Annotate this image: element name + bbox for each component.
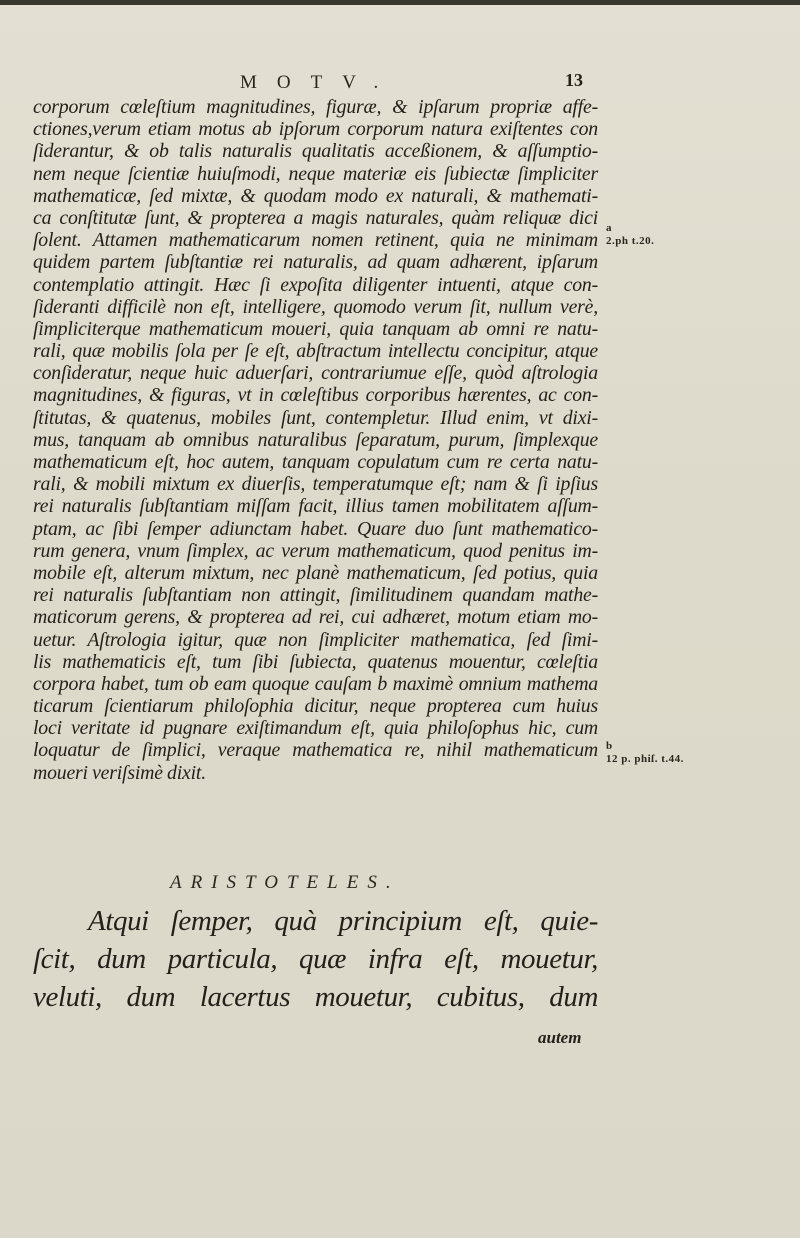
text-line: rali, quæ mobilis ſola per ſe eſt, abſtractum intellectu concipitur, atque [33,340,598,363]
text-line: rum genera, vnum ſimplex, ac verum mathematicum, quod penitus im- [33,539,598,562]
text-line: ſolent. Attamen mathematicarum nomen retinent, quia ne minimam [33,229,598,252]
text-line: uetur. Aſtrologia igitur, quæ non ſimpliciter mathematica, ſed ſimi- [33,628,598,651]
margin-note-mark: a [606,222,612,234]
running-head: MOTV. [240,72,399,93]
page-header [200,72,620,96]
text-line: quidem partem ſubſtantiæ rei naturalis, ad quam adhærent, ipſarum [33,251,598,274]
text-line: magnitudines, & figuras, vt in cœleſtibus corporibus hærentes, ac con- [33,384,598,407]
text-line: mobile eſt, alterum mixtum, nec planè mathematicum, ſed potius, quia [33,561,598,584]
text-line: nem neque ſcientiæ huiuſmodi, neque materiæ eis ſubiectæ ſimpliciter [33,162,598,185]
text-line: conſideratur, neque huic aduerſari, contrariumue eſſe, quòd aſtrologia [33,362,598,385]
text-line: mus, tanquam ab omnibus naturalibus ſeparatum, purum, ſimplexque [33,428,598,451]
margin-note-b [606,740,684,766]
margin-note-a [606,222,654,248]
text-line: mathematicæ, ſed mixtæ, & quodam modo ex naturali, & mathemati- [33,184,598,207]
text-line: moueri veriſsimè dixit. [33,761,206,784]
text-line: corporum cœleſtium magnitudines, figuræ, & ipſarum propriæ affe- [33,96,598,118]
text-line: maticorum gerens, & propterea ad rei, cui adhæret, motum etiam mo- [33,606,598,629]
speaker-heading: ARISTOTELES. [170,872,400,893]
text-line: rei naturalis ſubſtantiam non attingit, ſimilitudinem quandam mathe- [33,584,598,607]
text-line: corpora habet, tum ob eam quoque cauſam b maximè omnium mathema [33,672,598,695]
text-line: contemplatio attingit. Hæc ſi expoſita diligenter intuenti, atque con- [33,273,598,296]
text-line: rei naturalis ſubſtantiam miſſam facit, illius tamen mobilitatem aſſum- [33,495,598,518]
margin-note-reference: 12 p. phiſ. t.44. [606,753,684,765]
quote-line: ſcit, dum particula, quæ infra eſt, mouetur, [33,943,598,975]
aristotle-quote [33,902,598,1016]
text-line: rali, & mobili mixtum ex diuerſis, temperatumque eſt; nam & ſi ipſius [33,473,598,496]
text-line: mathematicum eſt, hoc autem, tanquam copulatum cum re certa natu- [33,451,598,473]
text-line: ctiones,verum etiam motus ab ipſorum corporum natura exiſtentes con [33,118,598,141]
text-line: ſtitutas, & quatenus, mobiles ſunt, contempletur. Illud enim, vt dixi- [33,406,598,429]
page-number: 13 [565,70,583,90]
margin-note-reference: 2.ph t.20. [606,235,655,247]
quote-line: veluti, dum lacertus mouetur, cubitus, dum [33,981,598,1013]
text-line: ſiderantur, & ob talis naturalis qualitatis acceßionem, & aſſumptio- [33,140,598,163]
text-line: ticarum ſcientiarum philoſophia dicitur, neque propterea cum huius [33,695,598,718]
quote-line: Atqui ſemper, quà principium eſt, quie- [88,905,598,937]
text-line: ca conſtitutæ ſunt, & propterea a magis naturales, quàm reliquæ dici [33,206,598,229]
page-top-edge [0,0,800,5]
catchword: autem [538,1028,582,1047]
commentary-text [33,96,598,784]
text-line: ſimpliciterque mathematicum moueri, quia tanquam ab omni re natu- [33,317,598,340]
text-line: lis mathematicis eſt, tum ſibi ſubiecta, quatenus mouentur, cœleſtia [33,650,598,673]
text-line: ſideranti difficilè non eſt, intelligere, quomodo verum ſit, nullum verè, [33,295,598,318]
text-line: ptam, ac ſibi ſemper adiunctam habet. Quare duo ſunt mathematico- [33,517,598,540]
margin-note-mark: b [606,740,613,752]
text-line: loquatur de ſimplici, veraque mathematica re, nihil mathematicum [33,739,598,762]
text-line: loci veritate id pugnare exiſtimandum eſt, quia philoſophus hic, cum [33,717,598,740]
